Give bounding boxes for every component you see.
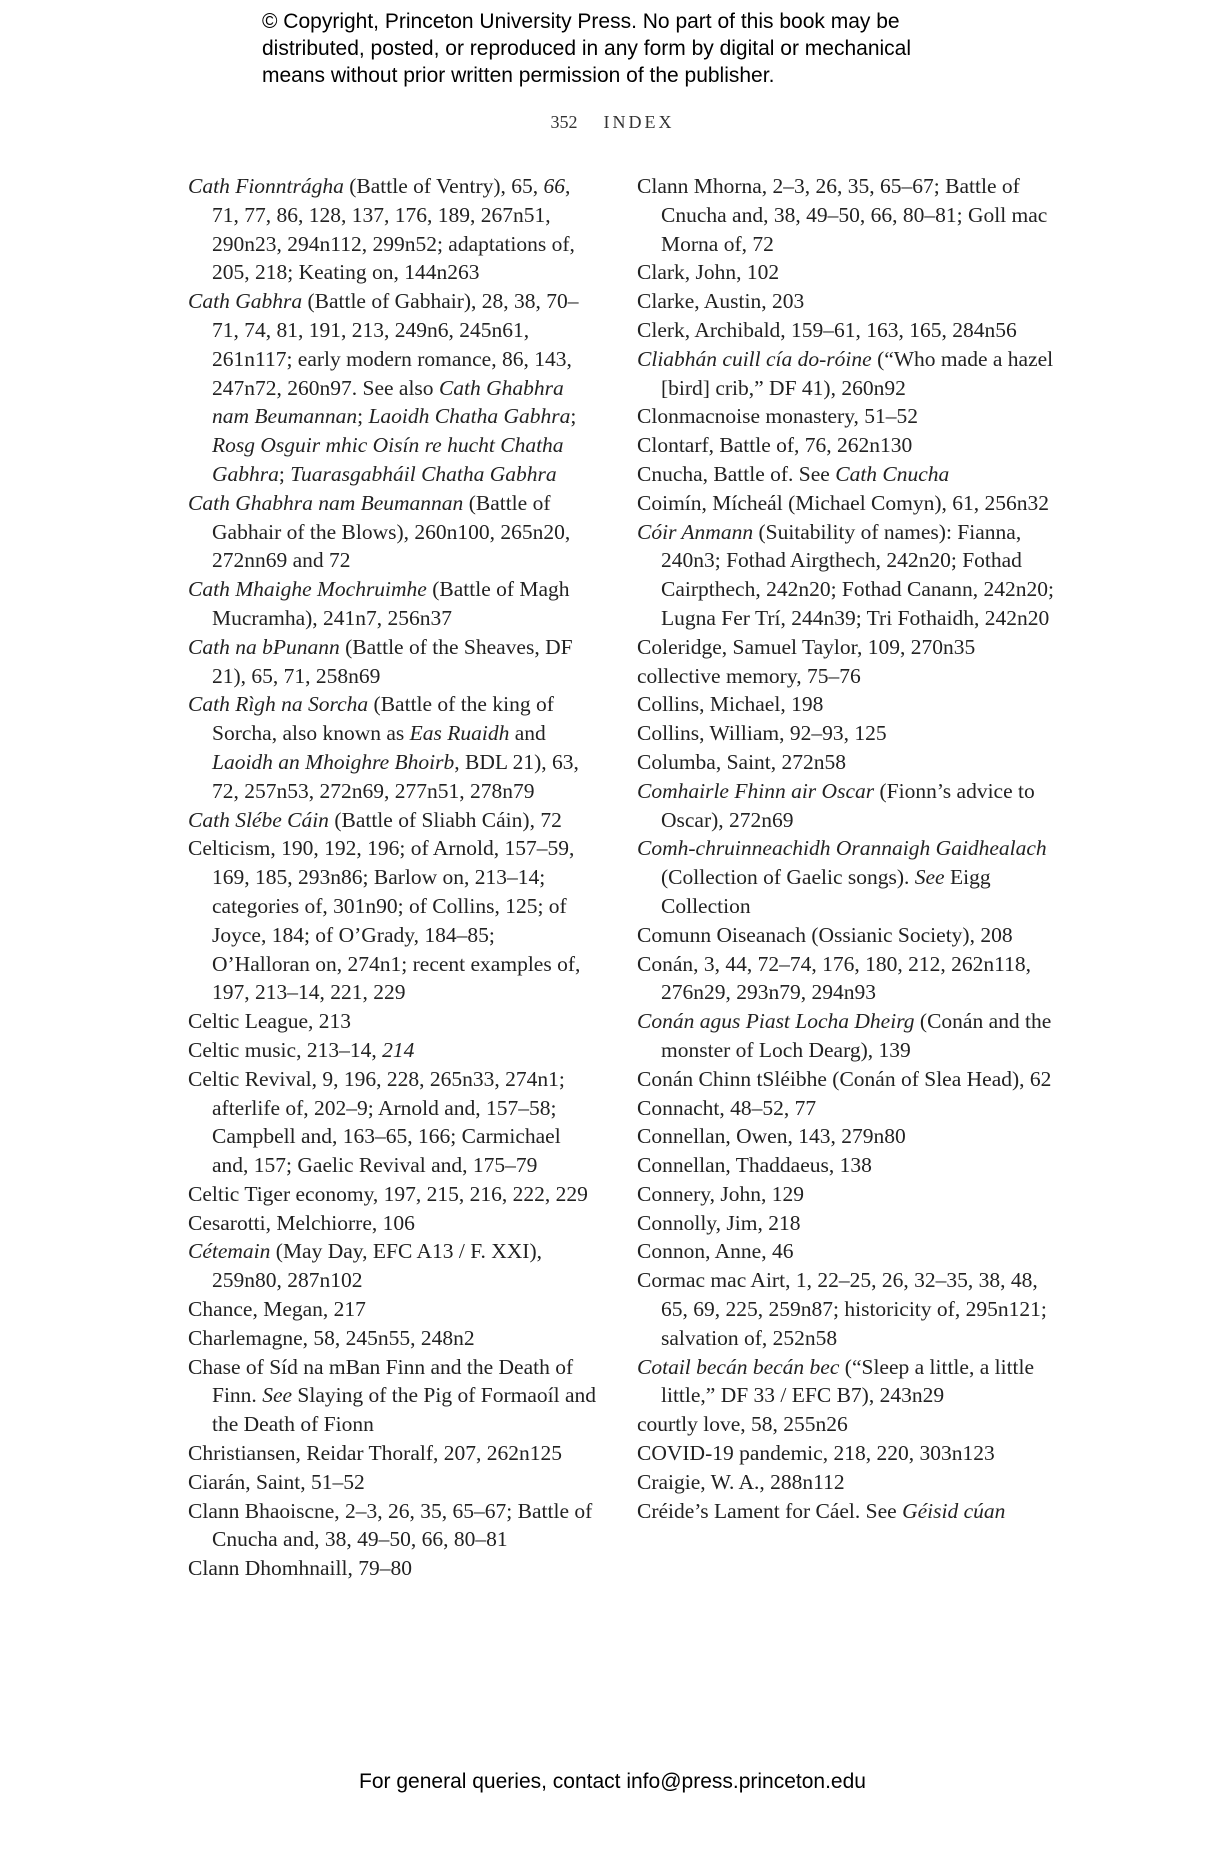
index-entry — [637, 287, 1057, 316]
italic-text: Conán agus Piast Locha Dheirg — [637, 1009, 915, 1034]
entry-text: Eigg Collection — [661, 865, 991, 918]
entry-text: Connellan, Thaddaeus, 138 — [637, 1153, 872, 1178]
entry-text: Celtic music, 213–14, — [188, 1037, 383, 1062]
index-entry — [188, 1007, 598, 1036]
entry-text: (Battle of the Sheaves, DF 21), 65, 71, 258n69 — [212, 634, 573, 688]
section-title: INDEX — [603, 112, 675, 132]
index-entry — [188, 287, 598, 489]
entry-text: Comunn Oiseanach (Ossianic Society), 208 — [637, 922, 1013, 947]
entry-text: Celtic Revival, 9, 196, 228, 265n33, 274n1; afterlife of, 202–9; Arnold and, 157–58; Campbell and, 163–65, 166; Carmichael and, 157; Gaelic Revival and, 175–79 — [188, 1066, 565, 1178]
italic-text: Cóir Anmann — [637, 519, 754, 544]
italic-text: Cath Ghabhra nam Beumannan — [188, 490, 464, 515]
entry-text: (Collection of Gaelic songs). — [661, 865, 915, 890]
italic-text: Eas Ruaidh — [409, 721, 510, 746]
copyright-notice — [262, 8, 962, 89]
index-entry — [637, 402, 1057, 431]
index-entry — [637, 1410, 1057, 1439]
entry-text: Conán, 3, 44, 72–74, 176, 180, 212, 262n118, 276n29, 293n79, 294n93 — [637, 951, 1031, 1005]
italic-text: Laoidh an Mhoighre Bhoirb — [212, 749, 455, 774]
index-entry — [637, 662, 1057, 691]
italic-text: See — [914, 865, 945, 890]
entry-text: Clann Mhorna, 2–3, 26, 35, 65–67; Battle of Cnucha and, 38, 49–50, 66, 80–81; Goll mac Morna of, 72 — [637, 174, 1048, 256]
index-entry — [637, 489, 1057, 518]
entry-text: (Fionn’s advice to Oscar), 272n69 — [661, 778, 1035, 832]
entry-text: Collins, William, 92–93, 125 — [637, 721, 887, 746]
entry-text: (Battle of Gabhair of the Blows), 260n100, 265n20, 272nn69 and 72 — [212, 490, 571, 573]
entry-text: Columba, Saint, 272n58 — [637, 749, 847, 774]
index-entry — [188, 1036, 598, 1065]
index-entry — [637, 690, 1057, 719]
index-entry — [188, 1180, 598, 1209]
italic-text: See — [262, 1383, 293, 1408]
italic-text: 66 — [543, 174, 566, 198]
entry-text: Cormac mac Airt, 1, 22–25, 26, 32–35, 38, 48, 65, 69, 225, 259n87; historicity of, 295n121; salvation of, 252n58 — [637, 1268, 1047, 1350]
index-entry — [637, 1439, 1057, 1468]
entry-text: and — [509, 721, 546, 746]
italic-text: Rosg Osguir mhic Oisín re hucht Chatha Gabhra — [212, 433, 564, 486]
index-entry — [637, 748, 1057, 777]
index-entry — [637, 1468, 1057, 1497]
entry-text: Connellan, Owen, 143, 279n80 — [637, 1124, 906, 1149]
entry-text: collective memory, 75–76 — [637, 663, 861, 688]
entry-text: Coimín, Mícheál (Michael Comyn), 61, 256n32 — [637, 490, 1050, 515]
italic-text: Cath Mhaighe Mochruimhe — [188, 577, 427, 602]
italic-text: Cath Rìgh na Sorcha — [188, 692, 369, 717]
entry-text: Cnucha, Battle of. See — [637, 461, 836, 486]
index-entry — [637, 1122, 1057, 1151]
entry-text: Slaying of the Pig of Formaoíl and the Death of Fionn — [212, 1383, 596, 1437]
italic-text: 214 — [382, 1037, 415, 1062]
index-entry — [637, 1237, 1057, 1266]
entry-text: (Battle of Sliabh Cáin), 72 — [328, 807, 562, 832]
index-entry — [637, 1209, 1057, 1238]
italic-text: Tuarasgabháil Chatha Gabhra — [290, 461, 557, 486]
index-entry — [188, 1209, 598, 1238]
index-entry — [637, 1180, 1057, 1209]
index-entry — [637, 431, 1057, 460]
entry-text: (“Sleep a little, a little little,” DF 33 / EFC B7), 243n29 — [661, 1354, 1035, 1408]
index-entry — [188, 1554, 598, 1583]
index-entry — [637, 1266, 1057, 1352]
index-entry — [637, 1094, 1057, 1123]
index-entry — [637, 258, 1057, 287]
entry-text: Clontarf, Battle of, 76, 262n130 — [637, 433, 913, 458]
italic-text: Comh-chruinneachidh Orannaigh Gaidhealach — [637, 836, 1047, 861]
copyright-line: means without prior written permission of the publisher. — [262, 64, 775, 87]
entry-text: Chase of Síd na mBan Finn and the Death of Finn. — [188, 1354, 574, 1408]
index-entry — [188, 633, 598, 691]
index-entry — [188, 1468, 598, 1497]
italic-text: Géisid cúan — [902, 1498, 1006, 1523]
entry-text: Clerk, Archibald, 159–61, 163, 165, 284n56 — [637, 317, 1017, 342]
index-entry — [188, 1295, 598, 1324]
index-entry — [188, 1065, 598, 1180]
entry-text: (Battle of Magh Mucramha), 241n7, 256n37 — [212, 577, 570, 630]
index-entry — [188, 690, 598, 805]
entry-text: , 71, 77, 86, 128, 137, 176, 189, 267n51, 290n23, 294n112, 299n52; adaptations of, 205, 218; Keating on, 144n263 — [212, 174, 575, 285]
entry-text: Clark, John, 102 — [637, 260, 780, 285]
entry-text: Conán Chinn tSléibhe (Conán of Slea Head), 62 — [637, 1066, 1052, 1091]
entry-text: Coleridge, Samuel Taylor, 109, 270n35 — [637, 634, 976, 659]
entry-text: Clann Bhaoiscne, 2–3, 26, 35, 65–67; Battle of Cnucha and, 38, 49–50, 66, 80–81 — [188, 1498, 593, 1552]
copyright-line: © Copyright, Princeton University Press. No part of this book may be — [262, 10, 900, 33]
entry-text: Craigie, W. A., 288n112 — [637, 1469, 845, 1494]
index-column-left — [188, 172, 598, 1583]
footer-contact: For general queries, contact info@press.princeton.edu — [359, 1770, 866, 1793]
index-entry — [637, 345, 1057, 403]
italic-text: Cath na bPunann — [188, 634, 340, 659]
index-entry — [637, 518, 1057, 633]
italic-text: Laoidh Chatha Gabhra — [368, 404, 571, 429]
entry-text: Ciarán, Saint, 51–52 — [188, 1469, 365, 1494]
entry-text: ; — [357, 404, 369, 429]
index-entry — [637, 460, 1057, 489]
entry-text: (Conán and the monster of Loch Dearg), 139 — [661, 1009, 1052, 1062]
italic-text: Cotail becán becán bec — [637, 1354, 840, 1379]
italic-text: Cath Fionntrágha — [188, 174, 344, 198]
entry-text: COVID-19 pandemic, 218, 220, 303n123 — [637, 1441, 995, 1466]
italic-text: Cétemain — [188, 1239, 271, 1264]
copyright-line: distributed, posted, or reproduced in any form by digital or mechanical — [262, 37, 912, 60]
index-entry — [637, 1497, 1057, 1526]
entry-text: Celtic Tiger economy, 197, 215, 216, 222, 229 — [188, 1181, 588, 1206]
italic-text: Cath Cnucha — [835, 461, 950, 486]
index-entry — [637, 1353, 1057, 1411]
index-entry — [637, 316, 1057, 345]
italic-text: Cliabhán cuill cía do-róine — [637, 346, 872, 371]
entry-text: Clonmacnoise monastery, 51–52 — [637, 404, 919, 429]
index-entry — [188, 489, 598, 575]
index-entry — [188, 1353, 598, 1439]
entry-text: (Battle of Gabhair), 28, 38, 70–71, 74, 81, 191, 213, 249n6, 245n61, 261n117; early modern romance, 86, 143, 247n72, 260n97. See also — [212, 289, 579, 400]
italic-text: Cath Slébe Cáin — [188, 807, 329, 832]
index-entry — [637, 1151, 1057, 1180]
page-number: 352 — [550, 112, 578, 132]
index-entry — [188, 1237, 598, 1295]
entry-text: Charlemagne, 58, 245n55, 248n2 — [188, 1325, 475, 1350]
index-entry — [637, 1007, 1057, 1065]
entry-text: ; — [570, 404, 577, 429]
entry-text: Clarke, Austin, 203 — [637, 289, 805, 314]
index-column-right — [637, 172, 1057, 1525]
entry-text: (May Day, EFC A13 / F. XXI), 259n80, 287n102 — [212, 1239, 543, 1293]
entry-text: Clann Dhomhnaill, 79–80 — [188, 1556, 412, 1581]
italic-text: Comhairle Fhinn air Oscar — [637, 778, 875, 803]
running-head — [0, 112, 1225, 133]
entry-text: Chance, Megan, 217 — [188, 1297, 366, 1322]
italic-text: Cath Ghabhra nam Beumannan — [212, 375, 564, 429]
index-entry — [637, 719, 1057, 748]
entry-text: Connery, John, 129 — [637, 1181, 805, 1206]
entry-text: (Suitability of names): Fianna, 240n3; Fothad Airgthech, 242n20; Fothad Cairpthech, 242n20; Fothad Canann, 242n20; Lugna Fer Trí, 244n39; Tri Fothaidh, 242n20 — [661, 519, 1054, 630]
index-entry — [637, 950, 1057, 1008]
entry-text: Cesarotti, Melchiorre, 106 — [188, 1210, 415, 1235]
entry-text: Celticism, 190, 192, 196; of Arnold, 157–59, 169, 185, 293n86; Barlow on, 213–14; categories of, 301n90; of Collins, 125; of Joyce, 184; of O’Grady, 184–85; O’Halloran on, 274n1; recent examples of, 197, 213–14, 221, 229 — [188, 836, 581, 1005]
entry-text: Celtic League, 213 — [188, 1009, 351, 1034]
entry-text: (Battle of the king of Sorcha, also known as — [212, 692, 554, 746]
index-entry — [188, 806, 598, 835]
entry-text: (Battle of Ventry), 65, — [343, 174, 544, 198]
index-entry — [188, 1439, 598, 1468]
index-entry — [637, 172, 1057, 258]
entry-text: Collins, Michael, 198 — [637, 692, 824, 717]
entry-text: , BDL 21), 63, 72, 257n53, 272n69, 277n51, 278n79 — [212, 749, 579, 803]
italic-text: Cath Gabhra — [188, 289, 303, 314]
entry-text: Connolly, Jim, 218 — [637, 1210, 801, 1235]
index-entry — [637, 921, 1057, 950]
entry-text: Créide’s Lament for Cáel. See — [637, 1498, 903, 1523]
entry-text: courtly love, 58, 255n26 — [637, 1412, 848, 1437]
index-entry — [188, 834, 598, 1007]
index-entry — [637, 633, 1057, 662]
index-entry — [637, 1065, 1057, 1094]
index-entry — [637, 777, 1057, 835]
entry-text: Connon, Anne, 46 — [637, 1239, 794, 1264]
entry-text: Connacht, 48–52, 77 — [637, 1095, 817, 1120]
index-entry — [188, 1324, 598, 1353]
index-entry — [637, 834, 1057, 920]
index-entry — [188, 1497, 598, 1555]
index-entry — [188, 575, 598, 633]
entry-text: (“Who made a hazel [bird] crib,” DF 41), 260n92 — [661, 346, 1054, 400]
entry-text: Christiansen, Reidar Thoralf, 207, 262n125 — [188, 1441, 563, 1466]
index-entry — [188, 172, 598, 287]
entry-text: ; — [278, 461, 291, 486]
